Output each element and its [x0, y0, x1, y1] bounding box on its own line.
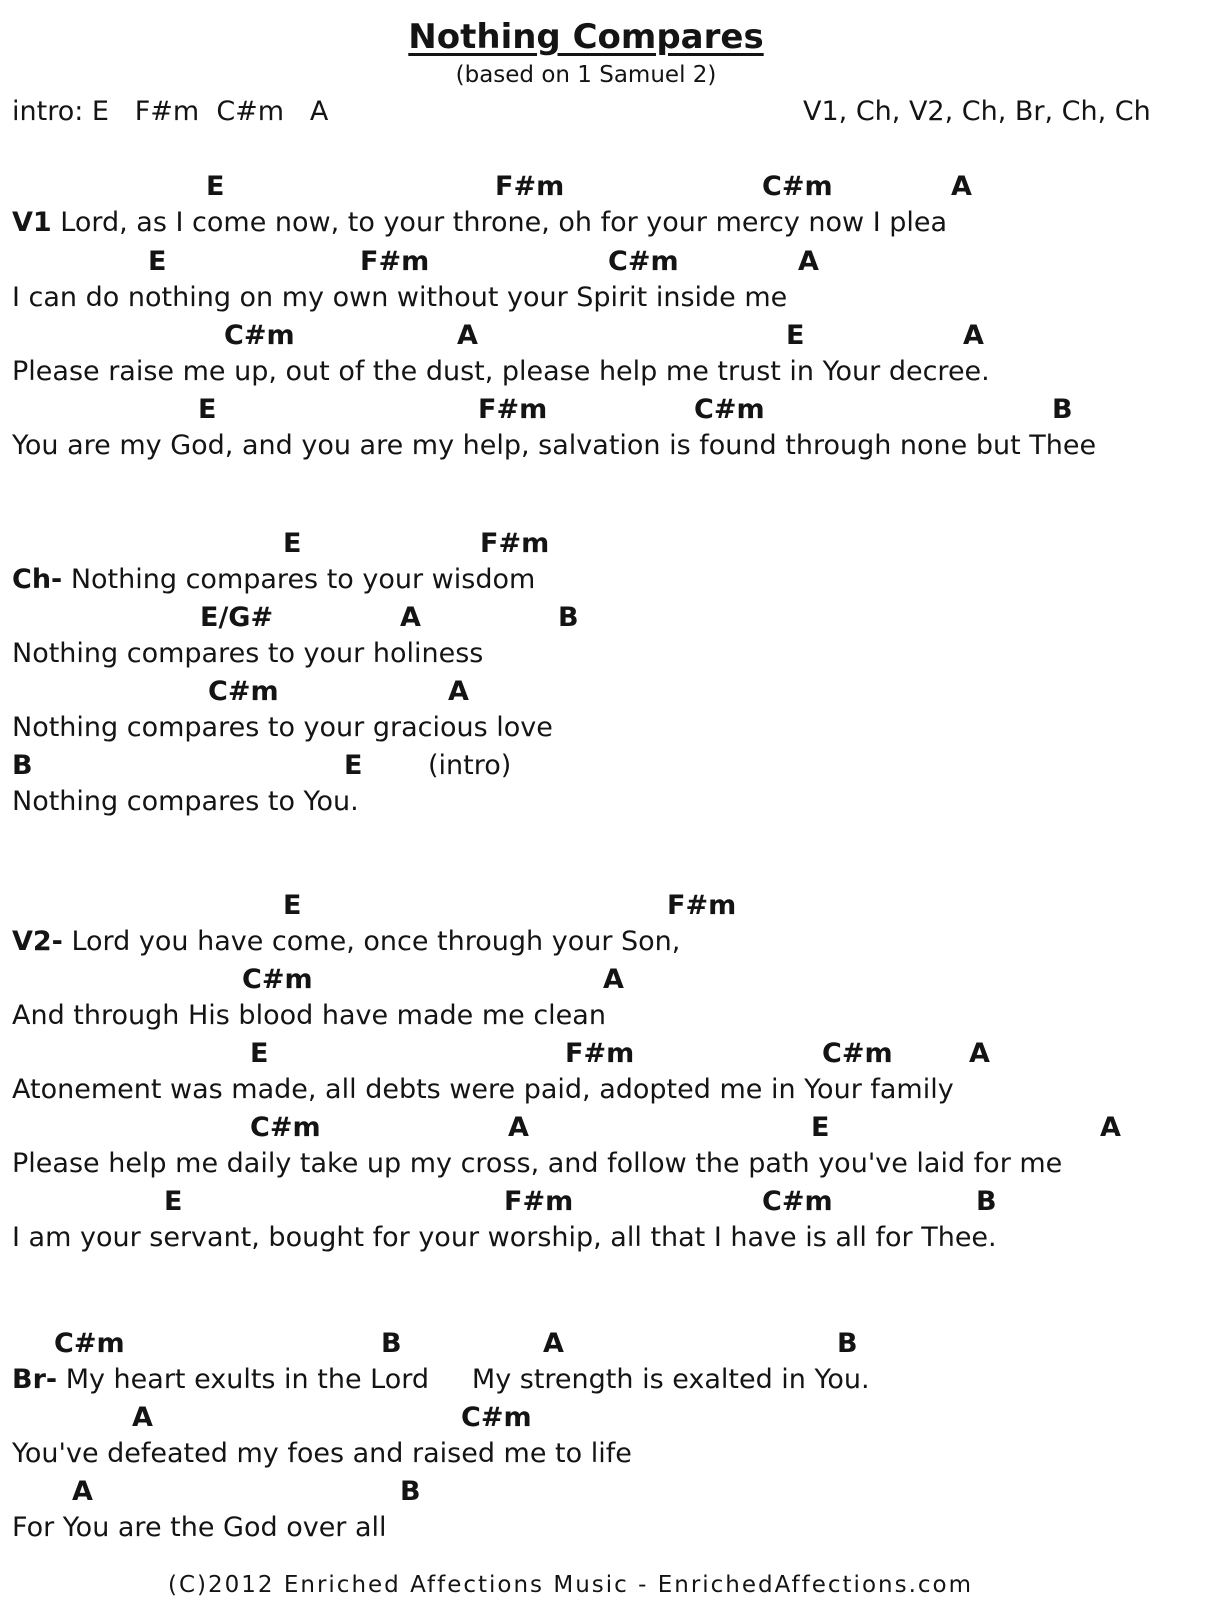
chord: E [206, 171, 225, 202]
chord: A [1100, 1112, 1121, 1143]
chord: F#m [478, 394, 548, 425]
lyric-line [12, 1366, 870, 1393]
lyric-line [12, 566, 535, 593]
lyric-line [12, 928, 680, 955]
chord: C#m [762, 171, 833, 202]
chord: B [976, 1186, 997, 1217]
chord: A [132, 1402, 153, 1433]
chord: C#m [54, 1328, 125, 1359]
section-tag: V1 [12, 207, 52, 238]
chord: B [381, 1328, 402, 1359]
chord: A [969, 1038, 990, 1069]
chord: F#m [667, 890, 737, 921]
chord: E [344, 750, 363, 781]
lyric-line [12, 209, 947, 236]
chord: C#m [208, 676, 279, 707]
chord: F#m [360, 246, 430, 277]
chord: A [603, 964, 624, 995]
chord: C#m [242, 964, 313, 995]
chord: E [250, 1038, 269, 1069]
lyric-text: My heart exults in the Lord My strength is exalted in You. [57, 1364, 870, 1395]
chord: C#m [608, 246, 679, 277]
chord: A [72, 1476, 93, 1507]
chord: B [12, 750, 33, 781]
song-subtitle: (based on 1 Samuel 2) [455, 62, 717, 88]
lyric-line: You are my God, and you are my help, salvation is found through none but Thee [12, 430, 1097, 461]
chord: A [951, 171, 972, 202]
chord: B [1052, 394, 1073, 425]
chord: A [963, 320, 984, 351]
lyric-line: Please raise me up, out of the dust, please help me trust in Your decree. [12, 356, 990, 387]
lyric-line: And through His blood have made me clean [12, 1000, 606, 1031]
chord: E [283, 528, 302, 559]
song-order: V1, Ch, V2, Ch, Br, Ch, Ch [803, 96, 1151, 127]
chord: A [448, 676, 469, 707]
lyric-line: Nothing compares to your gracious love [12, 712, 553, 743]
lyric-line: For You are the God over all [12, 1512, 387, 1543]
chord: C#m [250, 1112, 321, 1143]
chord: A [543, 1328, 564, 1359]
chord: C#m [694, 394, 765, 425]
chord: F#m [565, 1038, 635, 1069]
section-tag: Ch- [12, 564, 63, 595]
chord: C#m [461, 1402, 532, 1433]
chord: A [400, 602, 421, 633]
lyric-line: I can do nothing on my own without your Spirit inside me [12, 282, 788, 313]
chord: A [508, 1112, 529, 1143]
chord: E [148, 246, 167, 277]
section-tag: V2- [12, 926, 63, 957]
lyric-line: Nothing compares to You. [12, 786, 359, 817]
chord: F#m [495, 171, 565, 202]
chord: C#m [762, 1186, 833, 1217]
intro-chords: intro: E F#m C#m A [12, 96, 329, 127]
song-title: Nothing Compares [408, 17, 764, 57]
chord: A [798, 246, 819, 277]
chord: E/G# [200, 602, 274, 633]
lyric-line: I am your servant, bought for your worship, all that I have is all for Thee. [12, 1222, 997, 1253]
lyric-line: You've defeated my foes and raised me to life [12, 1438, 632, 1469]
chord: E [811, 1112, 830, 1143]
lyric-text: Nothing compares to your wisdom [62, 564, 536, 595]
chord: B [558, 602, 579, 633]
lyric-text: Lord you have come, once through your Son, [62, 926, 681, 957]
lyric-text: Lord, as I come now, to your throne, oh for your mercy now I plea [51, 207, 948, 238]
chord: A [457, 320, 478, 351]
section-tag: Br- [12, 1364, 58, 1395]
intro-note: (intro) [428, 750, 512, 781]
chord: E [198, 394, 217, 425]
chord: E [283, 890, 302, 921]
chord: E [786, 320, 805, 351]
chord: F#m [480, 528, 550, 559]
chord: F#m [504, 1186, 574, 1217]
copyright-footer: (C)2012 Enriched Affections Music - EnrichedAffections.com [168, 1572, 974, 1598]
chord: B [837, 1328, 858, 1359]
lyric-line: Nothing compares to your holiness [12, 638, 484, 669]
chord: E [164, 1186, 183, 1217]
chord: C#m [224, 320, 295, 351]
lyric-line: Please help me daily take up my cross, and follow the path you've laid for me [12, 1148, 1063, 1179]
lyric-line: Atonement was made, all debts were paid, adopted me in Your family [12, 1074, 954, 1105]
chord: C#m [822, 1038, 893, 1069]
chord: B [400, 1476, 421, 1507]
